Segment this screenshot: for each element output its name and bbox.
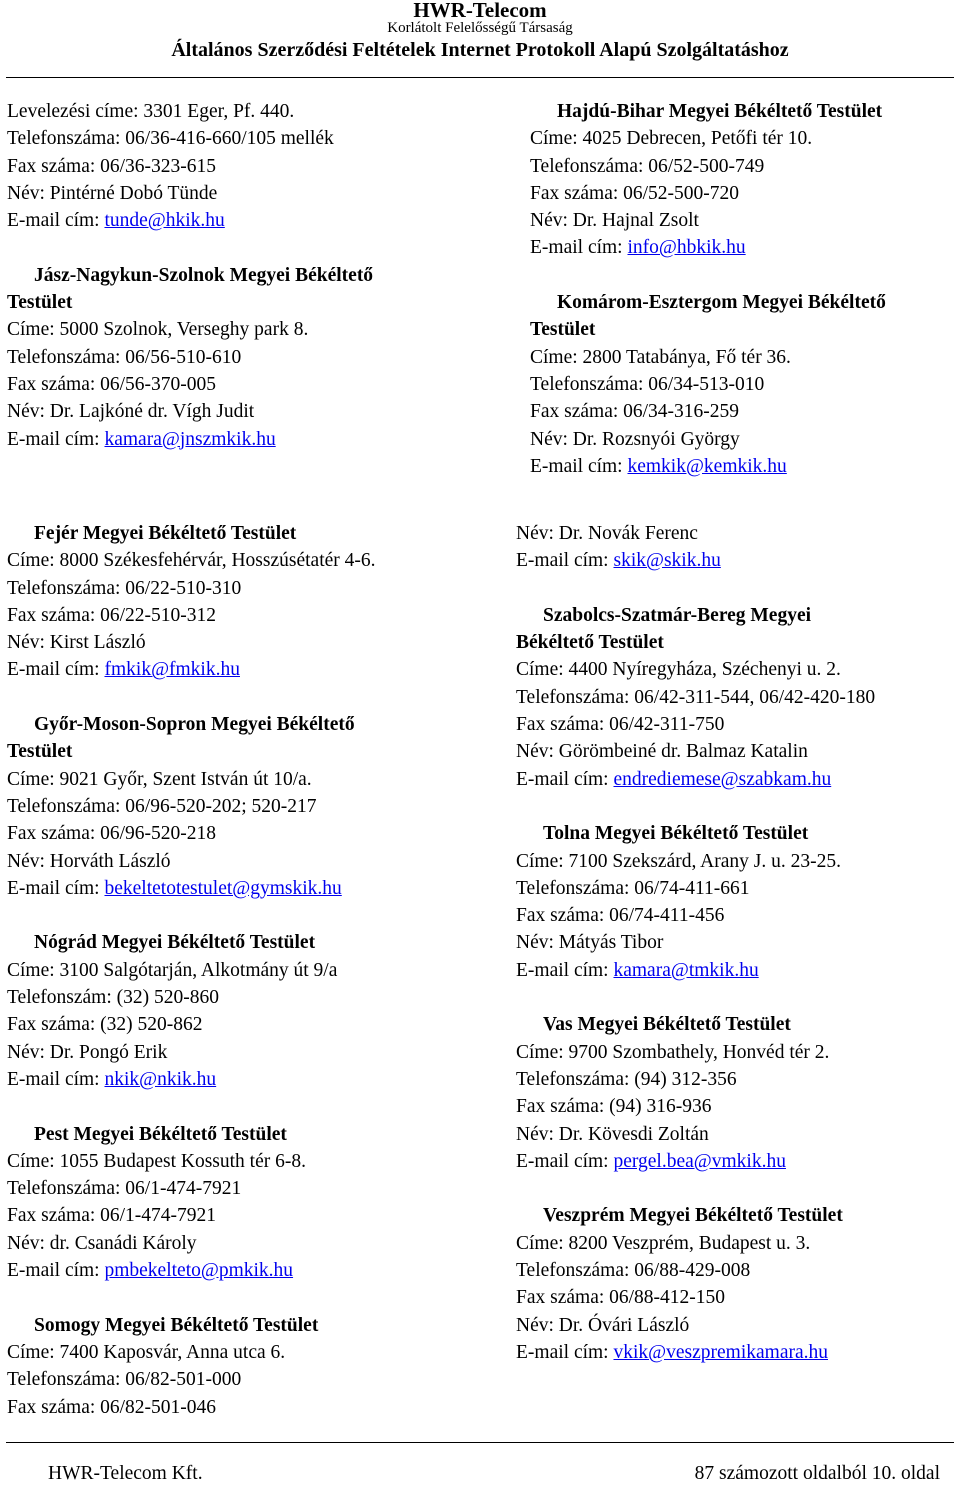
name-line: Név: Görömbeiné dr. Balmaz Katalin (516, 741, 808, 763)
email-link[interactable]: vkik@veszpremikamara.hu (613, 1341, 828, 1363)
name-line: Név: Dr. Novák Ferenc (516, 523, 698, 544)
phone-line: Telefonszáma: 06/42-311-544, 06/42-420-180 (516, 686, 876, 708)
email-link[interactable]: pmbekelteto@pmkik.hu (104, 1260, 294, 1282)
document-title: Általános Szerződési Feltételek Internet Protokoll Alapú Szolgáltatáshoz (171, 39, 789, 61)
block-title: Fejér Megyei Békéltető Testület (34, 523, 297, 544)
address-line: Címe: 7400 Kaposvár, Anna utca 6. (7, 1341, 286, 1363)
somogy-continued-block (516, 520, 875, 575)
phone-line: Telefonszám: (32) 520-860 (7, 987, 219, 1009)
email-link[interactable]: kamara@tmkik.hu (613, 959, 759, 981)
vas-block (516, 1011, 875, 1175)
address-line: Címe: 1055 Budapest Kossuth tér 6-8. (7, 1150, 306, 1172)
email-line (516, 766, 875, 793)
pest-block (7, 1121, 376, 1285)
email-line (7, 426, 373, 453)
phone-line: Telefonszáma: 06/96-520-202; 520-217 (7, 795, 317, 817)
phone-line: Telefonszáma: 06/88-429-008 (516, 1260, 751, 1282)
block-title: Vas Megyei Békéltető Testület (543, 1014, 791, 1036)
email-label: E-mail cím: (516, 1150, 614, 1172)
email-line (7, 1066, 376, 1093)
footer-divider (6, 1442, 954, 1443)
email-label: E-mail cím: (516, 550, 614, 572)
name-line: Név: Pintérné Dobó Tünde (7, 182, 218, 204)
email-label: E-mail cím: (516, 768, 614, 790)
address-line: Címe: 5000 Szolnok, Verseghy park 8. (7, 319, 309, 341)
komarom-block (530, 289, 886, 480)
block-title: Szabolcs-Szatmár-Bereg Megyei (543, 604, 812, 626)
address-line: Címe: 8000 Székesfehérvár, Hosszúsétatér 4-6. (7, 550, 376, 572)
szabolcs-block (516, 602, 875, 793)
phone-line: Telefonszáma: 06/36-416-660/105 mellék (7, 128, 334, 150)
footer-company: HWR-Telecom Kft. (48, 1463, 203, 1484)
email-line (516, 1339, 875, 1366)
email-line (7, 1257, 376, 1284)
address-line: Címe: 9700 Szombathely, Honvéd tér 2. (516, 1041, 830, 1063)
fax-line: Fax száma: 06/34-316-259 (530, 401, 740, 423)
email-label: E-mail cím: (7, 877, 105, 899)
fax-line: Fax száma: 06/88-412-150 (516, 1287, 726, 1309)
left-bottom-column (7, 520, 376, 1421)
address-line: Címe: 7100 Szekszárd, Arany J. u. 23-25. (516, 850, 841, 872)
email-link[interactable]: info@hbkik.hu (627, 237, 746, 259)
fejer-block (7, 520, 376, 684)
email-label: E-mail cím: (530, 237, 628, 259)
company-type: Korlátolt Felelősségű Társaság (387, 20, 573, 36)
email-line (516, 1148, 875, 1175)
phone-line: Telefonszáma: (94) 312-356 (516, 1068, 737, 1090)
address-line: Címe: 4400 Nyíregyháza, Széchenyi u. 2. (516, 659, 841, 681)
name-line: Név: Dr. Hajnal Zsolt (530, 210, 699, 232)
block-title: Győr-Moson-Sopron Megyei Békéltető (34, 714, 355, 736)
block-title-cont: Békéltető Testület (516, 632, 664, 654)
block-title: Jász-Nagykun-Szolnok Megyei Békéltető (34, 264, 374, 286)
block-title-cont: Testület (7, 741, 73, 763)
email-label: E-mail cím: (7, 428, 105, 450)
email-line (530, 453, 886, 480)
name-line: Név: Dr. Pongó Erik (7, 1041, 168, 1063)
phone-line: Telefonszáma: 06/1-474-7921 (7, 1178, 242, 1200)
email-link[interactable]: nkik@nkik.hu (104, 1068, 217, 1090)
fax-line: Fax száma: 06/96-520-218 (7, 823, 217, 845)
right-top-column (530, 98, 886, 480)
email-label: E-mail cím: (516, 959, 614, 981)
block-title-cont: Testület (530, 319, 596, 341)
email-link[interactable]: pergel.bea@vmkik.hu (613, 1150, 786, 1172)
name-line: Név: Dr. Lajkóné dr. Vígh Judit (7, 401, 255, 423)
address-line: Címe: 9021 Győr, Szent István út 10/a. (7, 768, 312, 790)
block-title: Hajdú-Bihar Megyei Békéltető Testület (557, 101, 883, 122)
phone-line: Telefonszáma: 06/56-510-610 (7, 346, 242, 368)
block-title: Tolna Megyei Békéltető Testület (543, 823, 809, 845)
email-link[interactable]: kemkik@kemkik.hu (627, 455, 787, 477)
name-line: Név: Mátyás Tibor (516, 932, 664, 954)
address-line: Levelezési címe: 3301 Eger, Pf. 440. (7, 101, 295, 122)
fax-line: Fax száma: 06/22-510-312 (7, 604, 217, 626)
fax-line: Fax száma: 06/74-411-456 (516, 905, 725, 927)
phone-line: Telefonszáma: 06/22-510-310 (7, 577, 242, 599)
tolna-block (516, 820, 875, 984)
email-link[interactable]: endrediemese@szabkam.hu (613, 768, 832, 790)
name-line: Név: Dr. Rozsnyói György (530, 428, 740, 450)
name-line: Név: Horváth László (7, 850, 171, 872)
block-title-cont: Testület (7, 292, 73, 314)
block-title: Komárom-Esztergom Megyei Békéltető (557, 292, 886, 314)
fax-line: Fax száma: 06/52-500-720 (530, 182, 740, 204)
email-link[interactable]: tunde@hkik.hu (104, 210, 225, 232)
fax-line: Fax száma: 06/56-370-005 (7, 373, 217, 395)
right-bottom-column (516, 520, 875, 1366)
email-line (7, 207, 373, 234)
email-line (530, 234, 886, 261)
email-line (516, 547, 875, 574)
email-label: E-mail cím: (7, 1068, 105, 1090)
email-label: E-mail cím: (7, 659, 105, 681)
phone-line: Telefonszáma: 06/74-411-661 (516, 877, 750, 899)
phone-line: Telefonszáma: 06/82-501-000 (7, 1369, 242, 1391)
address-line: Címe: 4025 Debrecen, Petőfi tér 10. (530, 128, 813, 150)
phone-line: Telefonszáma: 06/34-513-010 (530, 373, 765, 395)
fax-line: Fax száma: 06/36-323-615 (7, 155, 217, 177)
email-label: E-mail cím: (7, 210, 105, 232)
nograd-block (7, 929, 376, 1093)
email-line (7, 656, 376, 683)
name-line: Név: Dr. Óvári László (516, 1314, 690, 1336)
header-divider (6, 77, 954, 78)
block-title: Somogy Megyei Békéltető Testület (34, 1314, 319, 1336)
gyor-block (7, 711, 376, 902)
email-label: E-mail cím: (516, 1341, 614, 1363)
email-link[interactable]: fmkik@fmkik.hu (104, 659, 240, 681)
block-title: Nógrád Megyei Békéltető Testület (34, 932, 316, 954)
szolnok-block (7, 262, 373, 453)
email-link[interactable]: kamara@jnszmkik.hu (104, 428, 276, 450)
page-header (0, 0, 960, 63)
email-link[interactable]: bekeltetotestulet@gymskik.hu (104, 877, 342, 899)
address-line: Címe: 3100 Salgótarján, Alkotmány út 9/a (7, 959, 338, 981)
fax-line: Fax száma: 06/82-501-046 (7, 1396, 217, 1418)
block-title: Pest Megyei Békéltető Testület (34, 1123, 287, 1145)
hajdu-bihar-block (530, 98, 886, 262)
fax-line: Fax száma: 06/42-311-750 (516, 714, 725, 736)
company-name: HWR-Telecom (413, 0, 547, 22)
email-line (516, 957, 875, 984)
phone-line: Telefonszáma: 06/52-500-749 (530, 155, 765, 177)
name-line: Név: Dr. Kövesdi Zoltán (516, 1123, 709, 1145)
name-line: Név: dr. Csanádi Károly (7, 1232, 197, 1254)
left-top-column (7, 98, 373, 453)
name-line: Név: Kirst László (7, 632, 146, 654)
block-title: Veszprém Megyei Békéltető Testület (543, 1205, 843, 1227)
somogy-block (7, 1312, 376, 1421)
email-label: E-mail cím: (530, 455, 628, 477)
fax-line: Fax száma: (32) 520-862 (7, 1014, 203, 1036)
address-line: Címe: 8200 Veszprém, Budapest u. 3. (516, 1232, 811, 1254)
address-line: Címe: 2800 Tatabánya, Fő tér 36. (530, 346, 791, 368)
footer-page-number: 87 számozott oldalból 10. oldal (694, 1463, 940, 1484)
email-label: E-mail cím: (7, 1260, 105, 1282)
fax-line: Fax száma: (94) 316-936 (516, 1096, 712, 1118)
email-line (7, 875, 376, 902)
eger-contact-block (7, 98, 373, 234)
veszprem-block (516, 1202, 875, 1366)
email-link[interactable]: skik@skik.hu (613, 550, 721, 572)
fax-line: Fax száma: 06/1-474-7921 (7, 1205, 217, 1227)
